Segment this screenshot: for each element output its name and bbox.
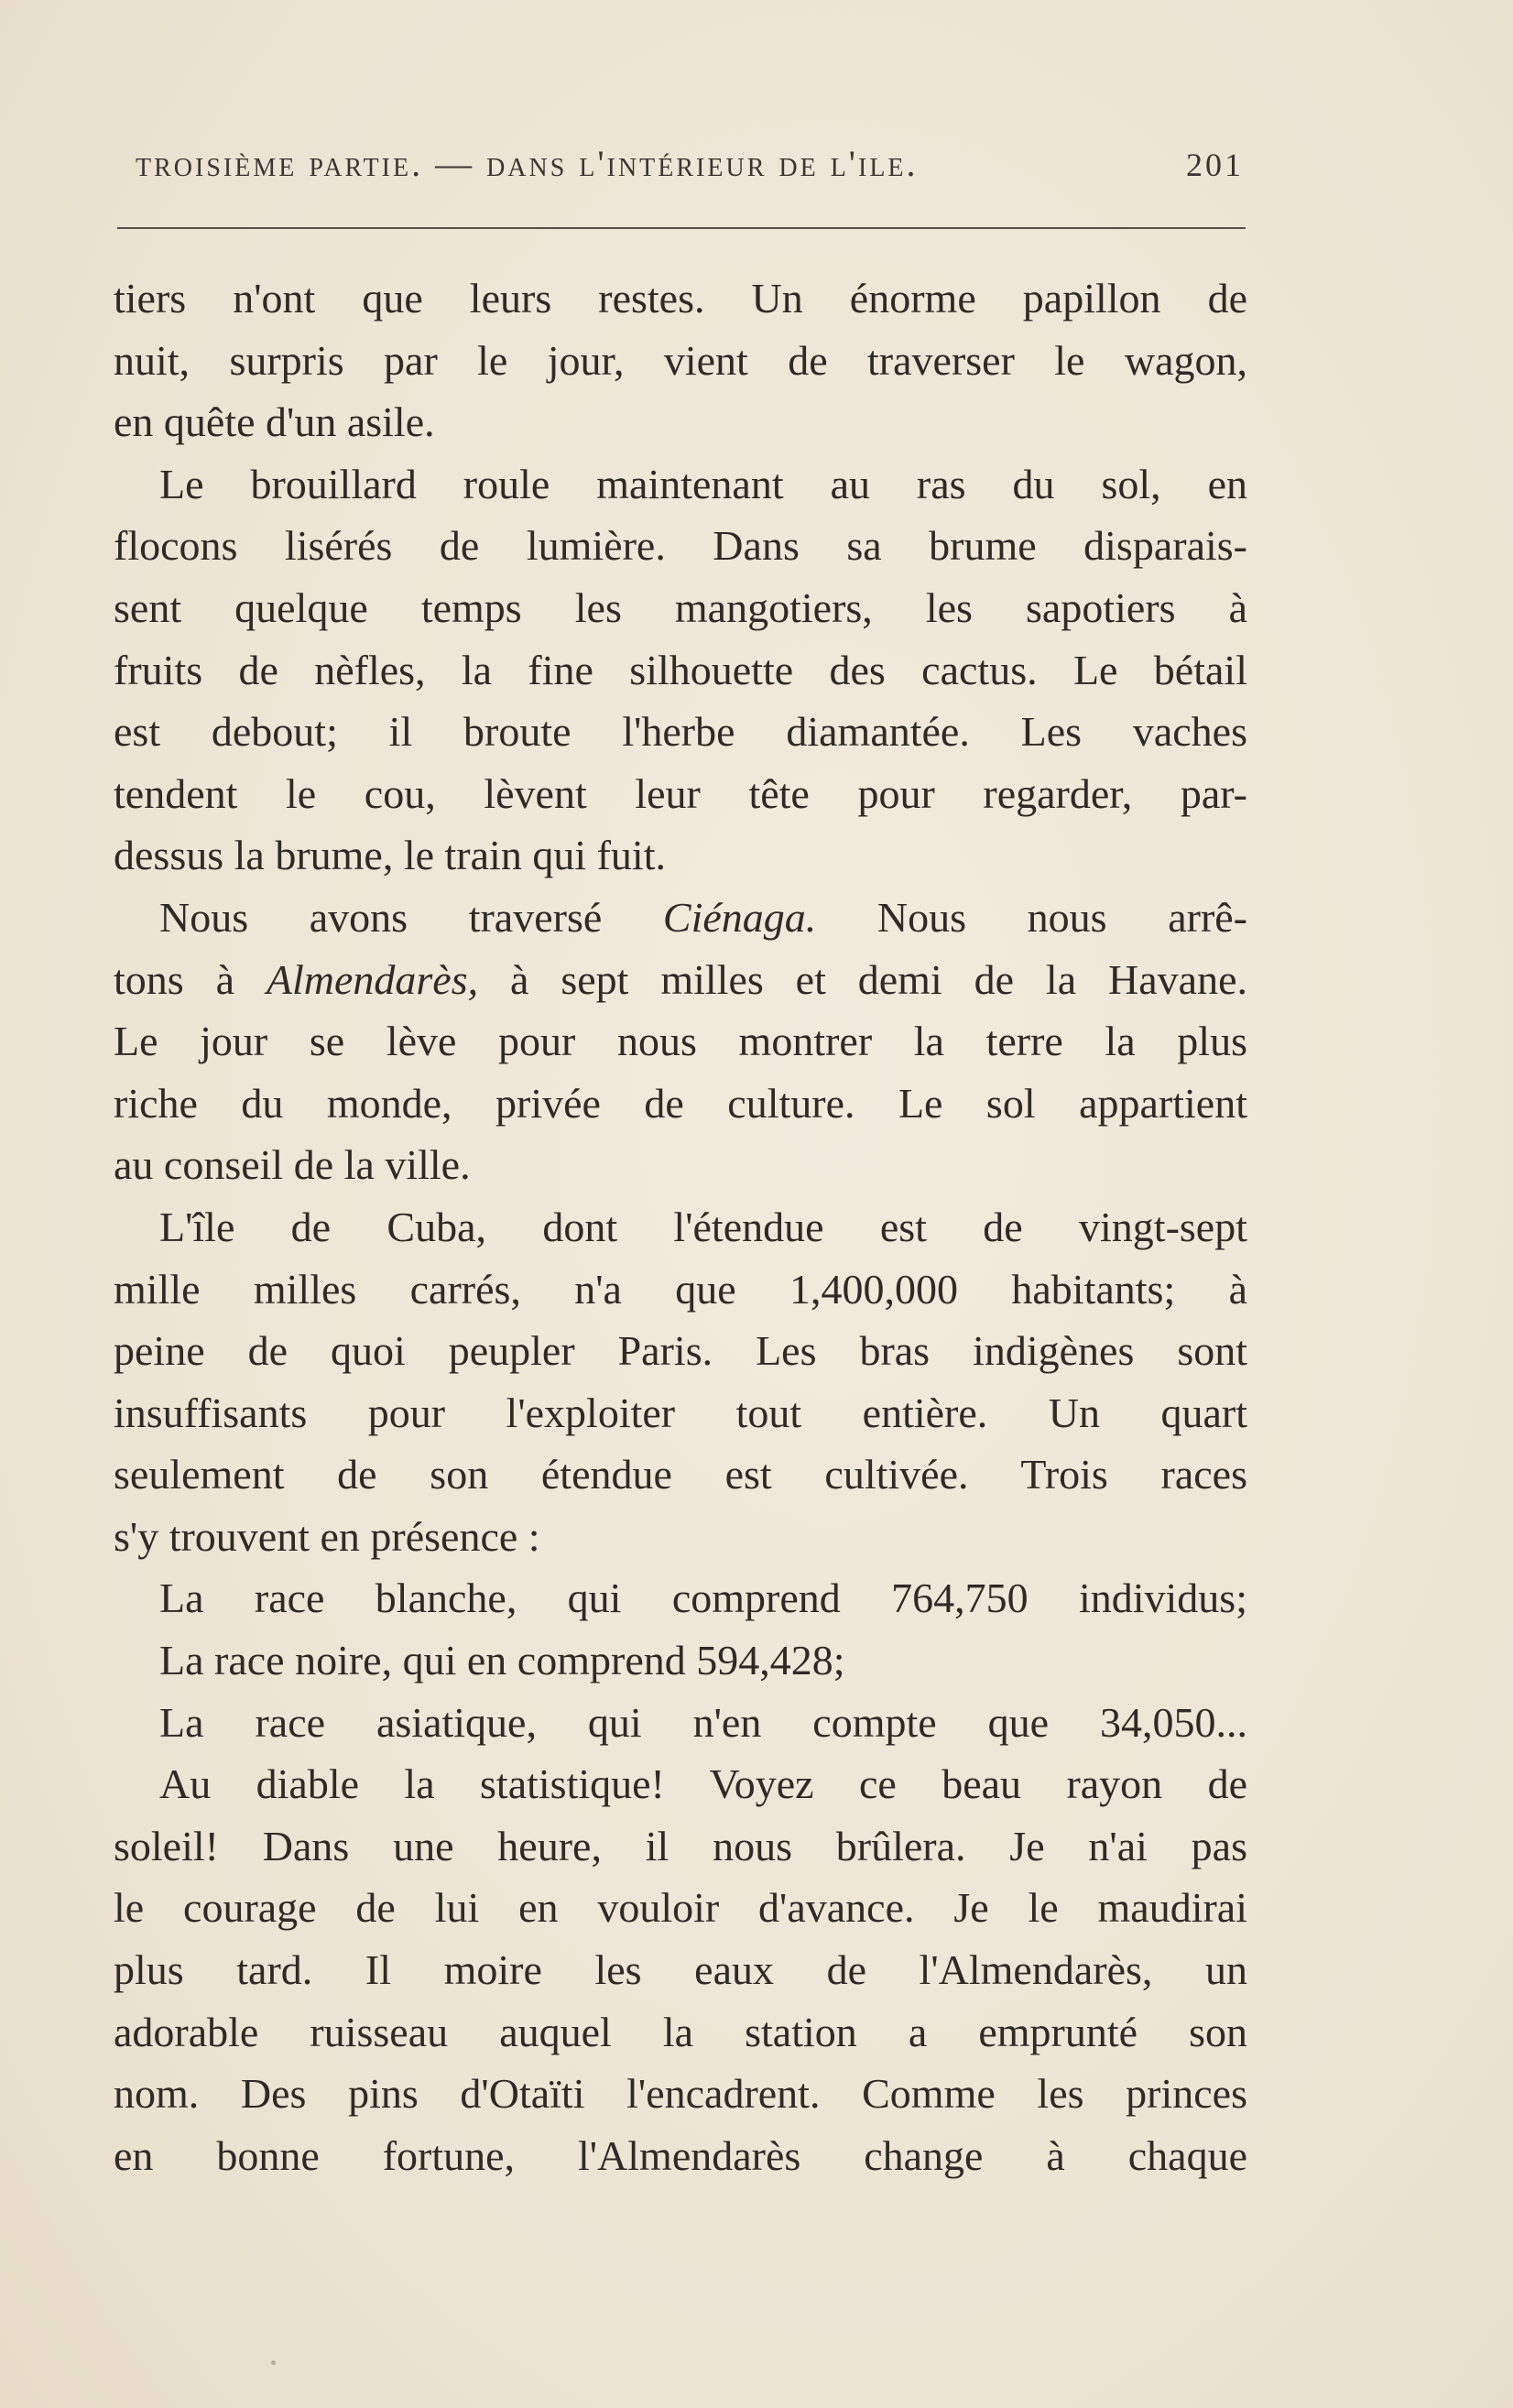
text-line: L'île de Cuba, dont l'étendue est de vingt-sept: [159, 1203, 1247, 1250]
text-line: flocons lisérés de lumière. Dans sa brume disparais-: [114, 522, 1247, 570]
text-line: nuit, surpris par le jour, vient de traverser le wagon,: [114, 336, 1247, 384]
text-line: en bonne fortune, l'Almendarès change à chaque: [114, 2131, 1247, 2179]
text-line: adorable ruisseau auquel la station a emprunté son: [114, 2008, 1247, 2055]
page-header: [136, 142, 1244, 185]
text-line: riche du monde, privée de culture. Le sol appartient: [114, 1079, 1247, 1127]
text-line: soleil! Dans une heure, il nous brûlera. Je n'ai pas: [114, 1822, 1247, 1869]
paper-speck: [271, 2360, 276, 2365]
text-line: tons à Almendarès, à sept milles et demi de la Havane.: [114, 955, 1247, 1003]
text-line: s'y trouvent en présence :: [114, 1512, 540, 1560]
text-line: en quête d'un asile.: [114, 398, 435, 446]
running-title: troisième partie. — dans l'intérieur de l'ile.: [136, 143, 919, 184]
text-line: Le brouillard roule maintenant au ras du sol, en: [159, 460, 1247, 507]
body-text: [114, 267, 1247, 2186]
text-line: dessus la brume, le train qui fuit.: [114, 832, 666, 879]
text-line: plus tard. Il moire les eaux de l'Almendarès, un: [114, 1946, 1247, 1994]
text-line: seulement de son étendue est cultivée. Trois races: [114, 1451, 1247, 1498]
text-line: est debout; il broute l'herbe diamantée. Les vaches: [114, 708, 1247, 756]
text-line: Le jour se lève pour nous montrer la terre la plus: [114, 1018, 1247, 1065]
text-line: Au diable la statistique! Voyez ce beau rayon de: [159, 1760, 1247, 1808]
text-line: nom. Des pins d'Otaïti l'encadrent. Comme les princes: [114, 2070, 1247, 2118]
text-line: mille milles carrés, n'a que 1,400,000 habitants; à: [114, 1265, 1247, 1313]
text-line: Nous avons traversé Ciénaga. Nous nous arrê-: [159, 893, 1247, 941]
text-line: insuffisants pour l'exploiter tout entière. Un quart: [114, 1389, 1247, 1436]
text-line: le courage de lui en vouloir d'avance. Je le maudirai: [114, 1884, 1247, 1932]
text-line: La race noire, qui en comprend 594,428;: [159, 1637, 845, 1684]
page-number: 201: [1186, 147, 1244, 183]
text-line: La race asiatique, qui n'en compte que 34,050...: [159, 1698, 1247, 1746]
text-line: sent quelque temps les mangotiers, les sapotiers à: [114, 583, 1247, 631]
text-line: peine de quoi peupler Paris. Les bras indigènes sont: [114, 1327, 1247, 1375]
text-line: fruits de nèfles, la fine silhouette des cactus. Le bétail: [114, 646, 1247, 693]
text-line: au conseil de la ville.: [114, 1141, 471, 1189]
header-rule: [117, 227, 1246, 229]
text-line: La race blanche, qui comprend 764,750 individus;: [159, 1574, 1247, 1622]
text-line: tiers n'ont que leurs restes. Un énorme papillon de: [114, 275, 1247, 321]
text-line: tendent le cou, lèvent leur tête pour regarder, par-: [114, 769, 1247, 817]
